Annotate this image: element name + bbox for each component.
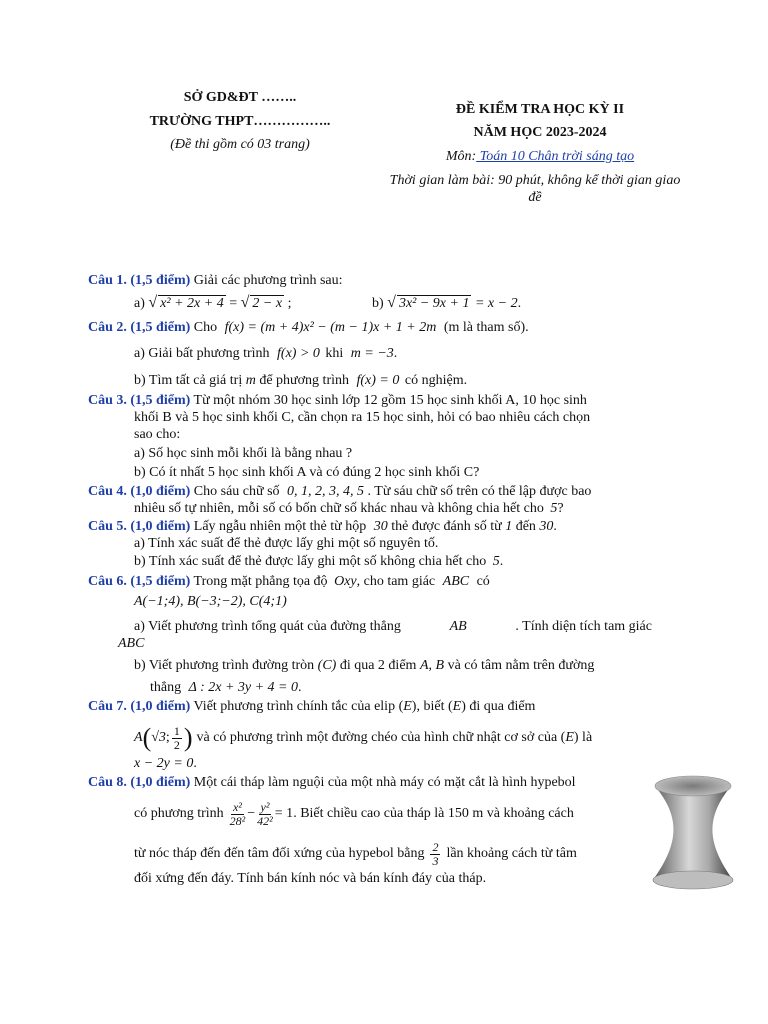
question-5-n30b: 30 — [539, 519, 554, 534]
tower-body — [653, 786, 733, 880]
question-1a-label: a) — [134, 296, 145, 311]
question-6a — [134, 619, 652, 635]
question-7-sqrt3: √3 — [151, 730, 166, 745]
question-7-point-A: A — [134, 730, 143, 745]
q1a-equals: = — [229, 296, 238, 311]
question-6-pre: Trong mặt phẳng tọa độ — [190, 574, 328, 589]
question-7-E3: E — [565, 730, 574, 745]
question-7-pre: Viết phương trình chính tắc của elip ( — [190, 699, 404, 714]
subject-label: Môn: — [445, 149, 477, 164]
question-8-label: Câu 8. (1,0 điểm) — [88, 775, 191, 790]
question-5a: a) Tính xác suất để thẻ được lấy ghi một số nguyên tố. — [134, 536, 439, 551]
question-6-mid: , cho tam giác — [356, 574, 436, 589]
question-3 — [88, 393, 587, 409]
exam-title: ĐỀ KIỂM TRA HỌC KỲ II — [455, 102, 625, 117]
question-4-post: . Từ sáu chữ số trên có thể lập được bao — [367, 484, 592, 499]
question-8-line1: Một cái tháp làm nguội của một nhà máy có mặt cắt là hình hypebol — [190, 775, 576, 790]
q1b-end: . — [517, 296, 522, 311]
q8-frac-x — [230, 801, 246, 828]
q2a-when: khi — [325, 346, 344, 361]
school-year: NĂM HỌC 2023-2024 — [473, 125, 607, 140]
q2-param-note: (m là tham số). — [443, 320, 529, 335]
tower-top — [655, 776, 731, 796]
question-6a-post: . Tính diện tích tam giác — [515, 619, 652, 634]
question-1a: a) √ x² + 2x + 4 = √ 2 − x ; — [134, 294, 292, 311]
question-7-frac-den: 2 — [173, 737, 180, 752]
question-8-line4: đối xứng đến đáy. Tính bán kính nóc và bán kính đáy của tháp. — [134, 871, 487, 886]
question-6-triangle: ABC — [442, 574, 470, 589]
question-2-label: Câu 2. (1,5 điểm) — [88, 320, 191, 335]
subject-line — [390, 149, 690, 165]
question-5-n1: 1 — [505, 519, 513, 534]
question-6b-line2: thẳng Δ : 2x + 3y + 4 = 0. — [150, 680, 302, 695]
question-7-E2: E — [452, 699, 462, 714]
question-6b-post: và có tâm nằm trên đường — [447, 658, 595, 673]
question-6b — [134, 658, 594, 674]
question-5b-num: 5 — [492, 554, 500, 569]
question-6a-triangle: ABC — [118, 636, 145, 651]
question-7-line2: A ( √3 ; $\frac{1}{2}$ ) và có phương trình một đường chéo của hình chữ nhật cơ sở của ( E ) là — [134, 723, 593, 752]
question-6 — [88, 574, 490, 590]
question-2a: a) Giải bất phương trình f(x) > 0 khi m = −3. — [134, 346, 398, 361]
question-8-line2-pre: có phương trình — [134, 806, 224, 821]
q1b-right: = x − 2 — [474, 296, 518, 311]
q2a-inequality: f(x) > 0 — [277, 346, 320, 361]
q1a-end: ; — [287, 296, 292, 311]
q1a-radicand-right: 2 − x — [252, 296, 283, 311]
question-6-label: Câu 6. (1,5 điểm) — [88, 574, 191, 589]
question-8-line3-post: lần khoảng cách từ tâm — [446, 846, 577, 861]
question-6b-pre: b) Viết phương trình đường tròn — [134, 658, 315, 673]
q8-frac-y-num: y² — [260, 799, 270, 814]
question-3-line3: sao cho: — [134, 427, 181, 442]
school-name: TRƯỜNG THPT…………….. — [149, 114, 331, 129]
question-6b-mid: đi qua 2 điểm — [339, 658, 417, 673]
question-6b-circle: (C) — [317, 658, 337, 673]
tower-base — [653, 871, 733, 889]
question-2-cho: Cho — [190, 320, 218, 335]
q1b-radicand: 3x² − 9x + 1 — [398, 296, 470, 311]
question-8-line3 — [134, 836, 577, 872]
q8-ratio — [430, 841, 440, 868]
q2b-equation: f(x) = 0 — [356, 373, 400, 388]
q8-equals: = 1 — [274, 806, 294, 821]
question-4-label: Câu 4. (1,0 điểm) — [88, 484, 191, 499]
question-5: Câu 5. (1,0 điểm) Lấy ngẫu nhiên một thẻ từ hộp 30 thẻ được đánh số từ 1 đến 30. — [88, 519, 557, 534]
question-5-n30: 30 — [373, 519, 388, 534]
question-7 — [88, 699, 535, 715]
question-2b-pre: b) Tìm tất cả giá trị — [134, 373, 243, 388]
question-6b-comma: , — [428, 658, 432, 673]
question-7-frac-num: 1 — [173, 723, 180, 738]
q1a-radicand-left: x² + 2x + 4 — [160, 296, 224, 311]
question-1-label: Câu 1. (1,5 điểm) — [88, 273, 191, 288]
question-8-line2-post: . Biết chiều cao của tháp là 150 m và khoảng cách — [293, 806, 574, 821]
question-7-fraction — [172, 725, 182, 752]
question-1b-label: b) — [372, 296, 384, 311]
q8-frac-y — [257, 801, 273, 828]
subject-link[interactable]: Toán 10 Chân trời sáng tạo — [476, 149, 635, 164]
page-count-note: (Đề thi gồm có 03 trang) — [170, 137, 310, 152]
time-limit-line-1: Thời gian làm bài: 90 phút, không kể thời gian giao — [389, 173, 681, 188]
question-2 — [88, 320, 529, 336]
question-6a-pre: a) Viết phương trình tổng quát của đường thẳng — [134, 619, 401, 634]
question-8 — [88, 775, 576, 791]
q8-frac-x-den: 28² — [229, 813, 246, 828]
question-7-mid: ), biết ( — [411, 699, 453, 714]
question-1b: b) √ 3x² − 9x + 1 = x − 2. — [372, 294, 522, 311]
question-5-mid2: đến — [515, 519, 536, 534]
q8-frac-x-num: x² — [232, 799, 242, 814]
department-name: SỞ GD&ĐT …….. — [183, 90, 297, 105]
cooling-tower-image — [650, 772, 736, 892]
q8-minus: − — [247, 806, 256, 821]
question-6a-line: AB — [449, 619, 467, 634]
question-5-label: Câu 5. (1,0 điểm) — [88, 519, 191, 534]
q8-frac-y-den: 42² — [257, 813, 273, 828]
question-1-text: Giải các phương trình sau: — [190, 273, 343, 288]
question-3-line2: khối B và 5 học sinh khối C, cần chọn ra 15 học sinh, hỏi có bao nhiêu cách chọn — [134, 410, 591, 425]
question-7-E1: E — [403, 699, 412, 714]
question-2b-end: có nghiệm. — [404, 373, 468, 388]
question-3a: a) Số học sinh mỗi khối là bằng nhau ? — [134, 446, 353, 461]
question-6b-A: A — [419, 658, 429, 673]
question-4-line2-text: nhiêu số tự nhiên, mỗi số có bốn chữ số khác nhau và không chia hết cho — [134, 501, 544, 516]
question-5b-text: b) Tính xác suất để thẻ được lấy ghi một số không chia hết cho — [134, 554, 487, 569]
question-8-line3-pre: từ nóc tháp đến đến tâm đối xứng của hypebol bằng — [134, 846, 425, 861]
question-8-line2 — [134, 796, 574, 832]
question-3-line1: Từ một nhóm 30 học sinh lớp 12 gồm 15 học sinh khối A, 10 học sinh — [190, 393, 587, 408]
question-7-diagonal: x − 2y = 0. — [134, 756, 197, 771]
question-7-diag-eq: x − 2y = 0 — [134, 756, 194, 771]
question-6-end: có — [476, 574, 490, 589]
question-2b-post: để phương trình — [259, 373, 349, 388]
q2-function: f(x) = (m + 4)x² − (m − 1)x + 1 + 2m — [224, 320, 437, 335]
question-3-label: Câu 3. (1,5 điểm) — [88, 393, 191, 408]
q2a-m-value: m = −3 — [350, 346, 394, 361]
question-4-line2 — [134, 501, 564, 517]
question-2b-m: m — [245, 373, 256, 388]
question-3b: b) Có ít nhất 5 học sinh khối A và có đúng 2 học sinh khối C? — [134, 465, 480, 480]
question-6b-line2-pre: thẳng — [150, 680, 182, 695]
question-5b: b) Tính xác suất để thẻ được lấy ghi một số không chia hết cho 5. — [134, 554, 504, 569]
question-7-line2-end: ) là — [573, 730, 593, 745]
question-6-points: A(−1;4), B(−3;−2), C(4;1) — [134, 594, 287, 609]
question-4-divisor: 5 — [550, 501, 558, 516]
question-6b-B: B — [435, 658, 445, 673]
q8-ratio-den: 3 — [432, 853, 439, 868]
question-2a-text: a) Giải bất phương trình — [134, 346, 270, 361]
question-4 — [88, 484, 591, 500]
question-6-coord: Oxy — [334, 574, 357, 589]
q8-ratio-num: 2 — [432, 839, 439, 854]
question-7-post: ) đi qua điểm — [461, 699, 536, 714]
question-7-label: Câu 7. (1,0 điểm) — [88, 699, 191, 714]
time-limit-line-2: đề — [528, 190, 542, 205]
question-2b — [134, 373, 467, 389]
question-4-end: ? — [557, 501, 564, 516]
question-7-line2-text: và có phương trình một đường chéo của hình chữ nhật cơ sở của ( — [196, 730, 566, 745]
question-5-mid: thẻ được đánh số từ — [391, 519, 502, 534]
question-1 — [88, 273, 343, 289]
question-6b-delta: Δ : 2x + 3y + 4 = 0 — [188, 680, 299, 695]
question-5-pre: Lấy ngẫu nhiên một thẻ từ hộp — [190, 519, 367, 534]
question-4-digits: 0, 1, 2, 3, 4, 5 — [287, 484, 365, 499]
question-4-pre: Cho sáu chữ số — [190, 484, 280, 499]
